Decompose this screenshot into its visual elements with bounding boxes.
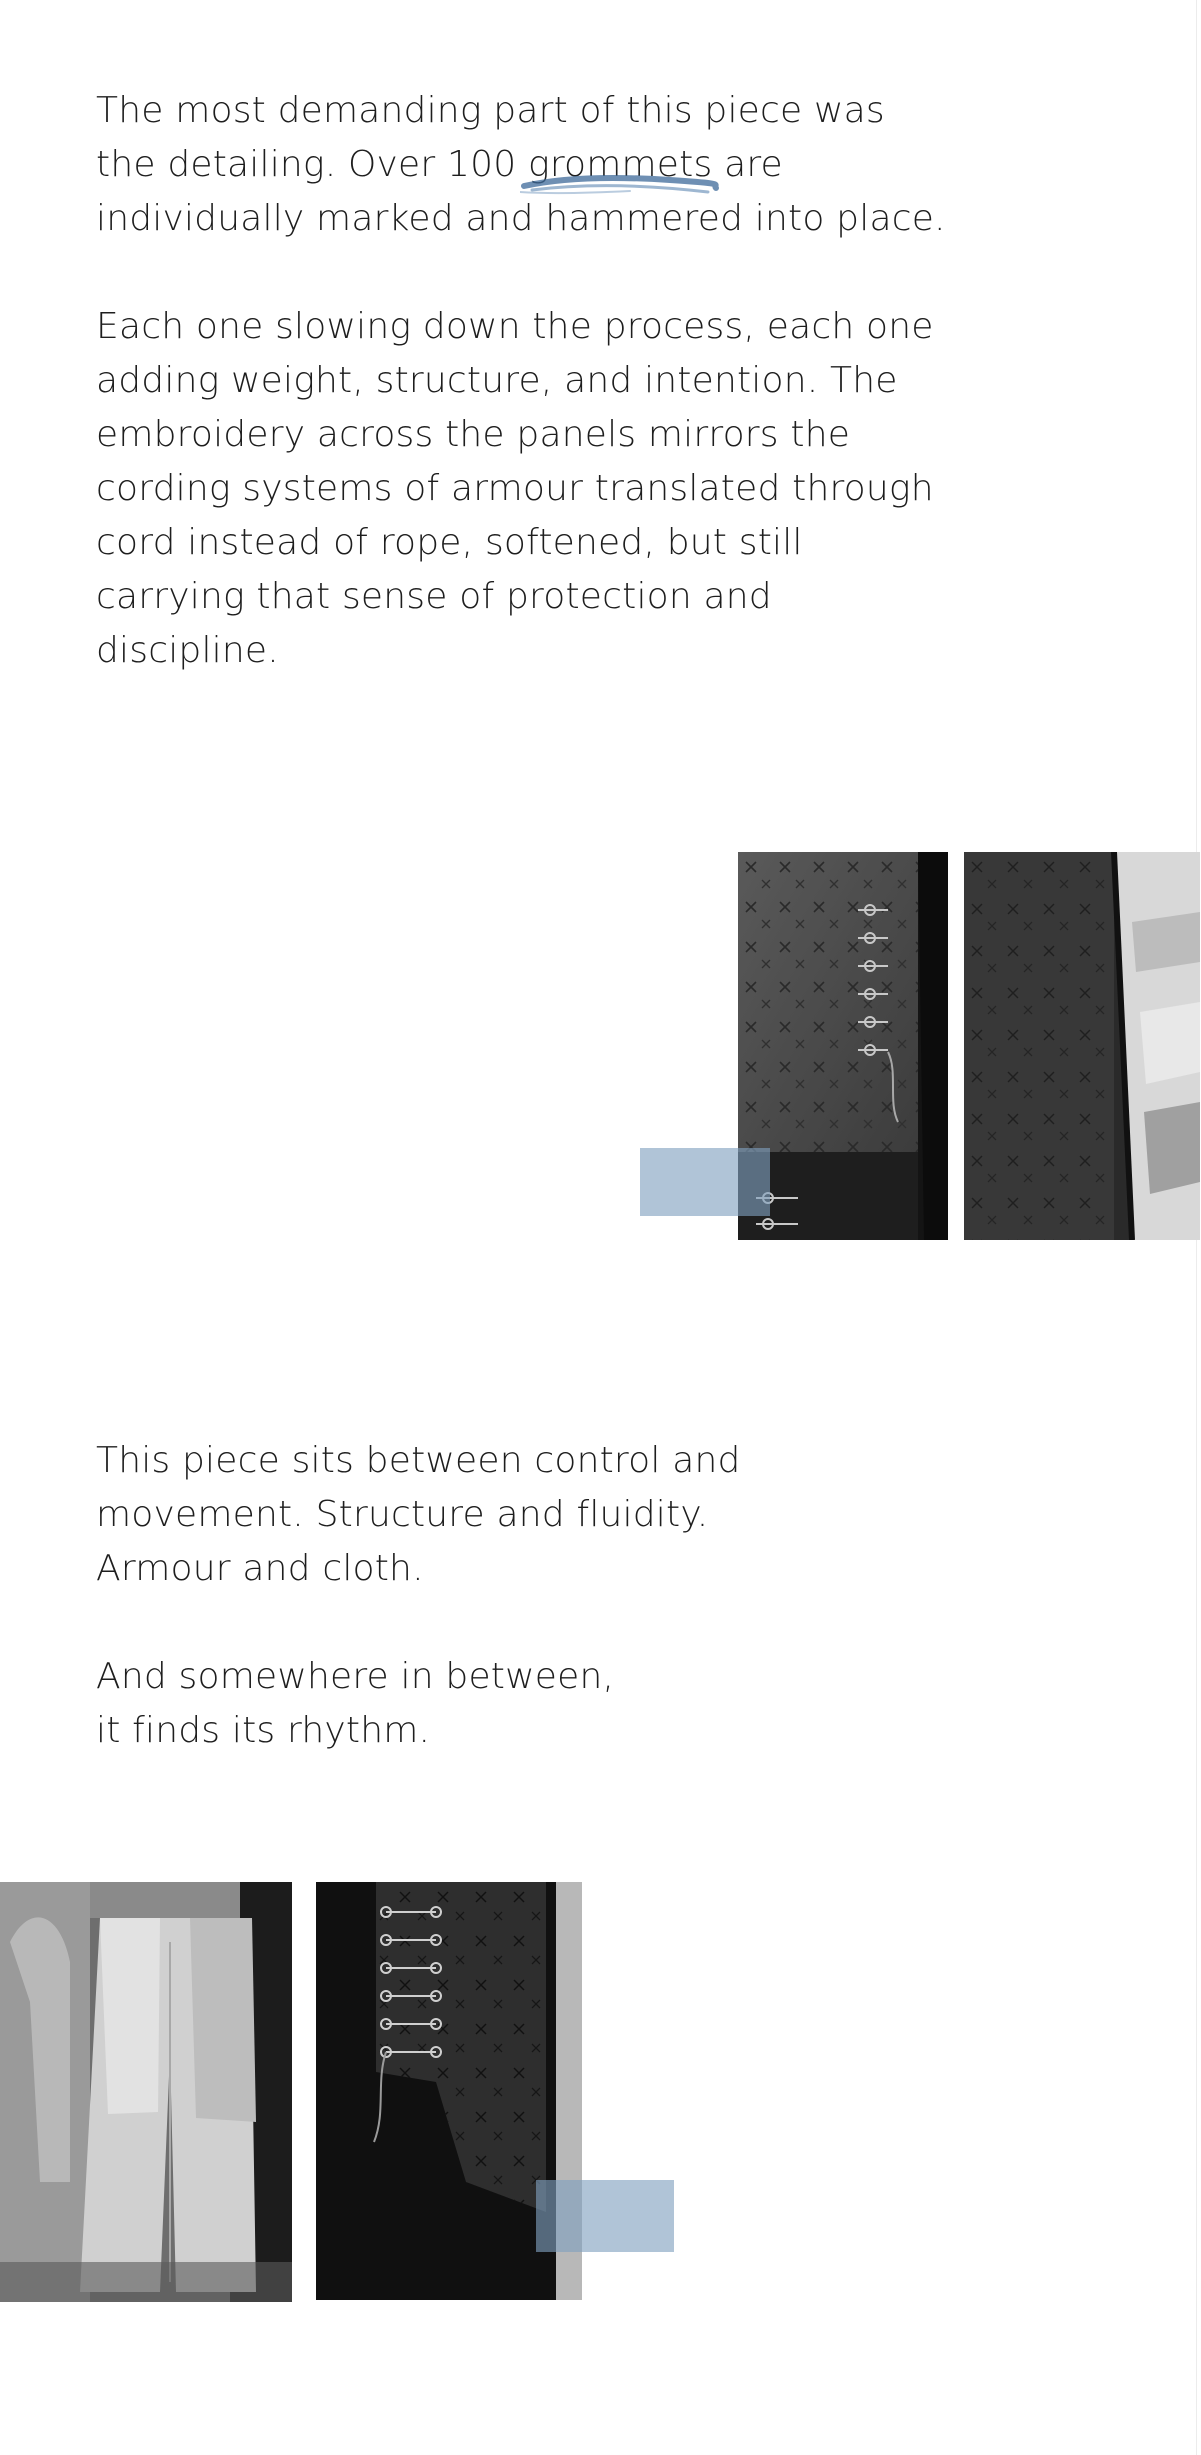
jacket-panel-image — [964, 852, 1200, 1240]
intro-paragraph-2: Each one slowing down the process, each one adding weight, structure, and intention. The embroidery across the panels mirrors the cording systems of armour translated through cord instead of rope, softened, but still carrying that sense of protection and discipline. — [96, 306, 934, 671]
trousers-image — [0, 1882, 292, 2302]
closing-line-1: This piece sits between control and — [96, 1440, 741, 1481]
intro-paragraph-1 — [96, 84, 956, 246]
intro-paragraph-1-end: are individually marked and hammered into place. — [96, 144, 946, 239]
jacket-panel-photo — [964, 852, 1200, 1240]
accent-swatch-upper — [640, 1148, 770, 1216]
accent-swatch-lower — [536, 2180, 674, 2252]
closing-paragraph-2 — [96, 1650, 956, 1758]
closing-line-4: And somewhere in between, — [96, 1656, 615, 1697]
closing-paragraph-1 — [96, 1434, 956, 1596]
closing-text-block — [96, 1434, 956, 1758]
grommets-highlight — [528, 138, 712, 192]
intro-paragraph-1-start: The most demanding part of this piece was the detailing. Over 100 — [96, 90, 885, 185]
closing-line-5: it finds its rhythm. — [96, 1710, 431, 1751]
grommets-word: grommets — [528, 144, 713, 185]
closing-line-2: movement. Structure and fluidity. — [96, 1494, 709, 1535]
trousers-photo — [0, 1882, 292, 2302]
intro-text-block — [96, 84, 956, 678]
closing-line-3: Armour and cloth. — [96, 1548, 424, 1589]
